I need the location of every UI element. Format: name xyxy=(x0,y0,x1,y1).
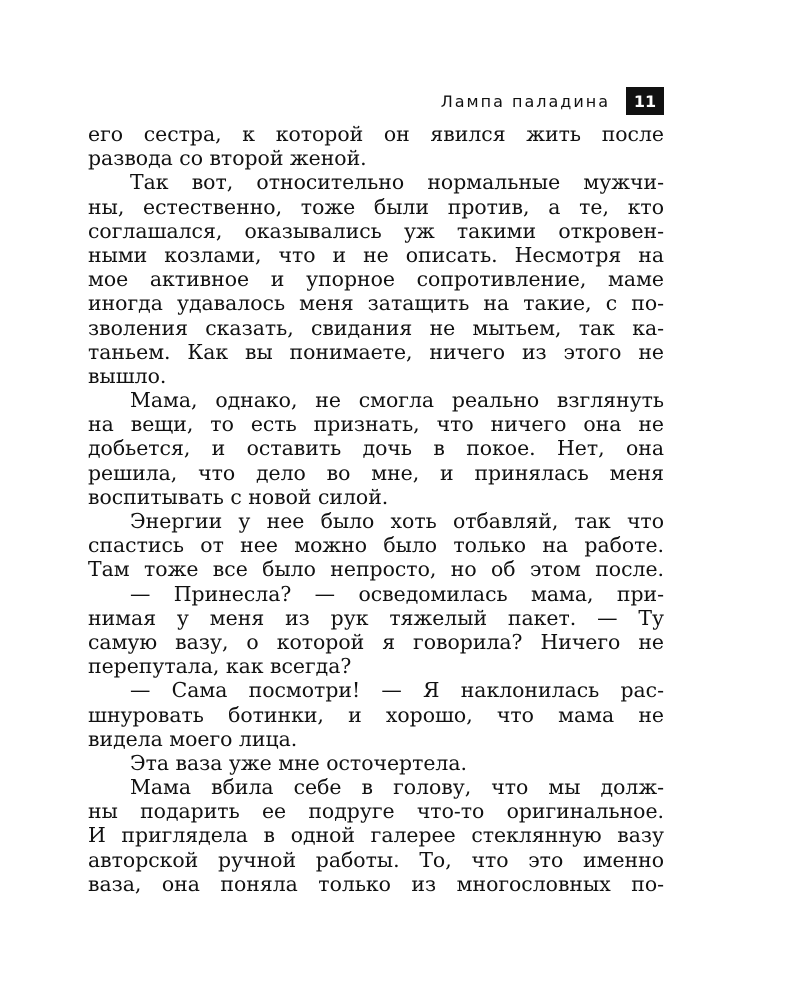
text-line: самую вазу, о которой я говорила? Ничего не xyxy=(88,629,664,654)
text-line: ны подарить ее подруге что-то оригинальное. xyxy=(88,799,664,824)
text-line: соглашался, оказывались уж такими откровен- xyxy=(88,218,664,243)
text-line: ваза, она поняла только из многословных по- xyxy=(88,871,664,896)
text-line: — Принесла? — осведомилась мама, при- xyxy=(130,581,664,606)
text-line: И приглядела в одной галерее стеклянную вазу xyxy=(88,823,664,848)
text-line: — Сама посмотри! — Я наклонилась рас- xyxy=(130,678,664,703)
text-line: воспитывать с новой силой. xyxy=(88,484,389,509)
text-line: шнуровать ботинки, и хорошо, что мама не xyxy=(88,702,664,727)
text-line: мое активное и упорное сопротивление, маме xyxy=(88,267,664,292)
text-line: Эта ваза уже мне осточертела. xyxy=(130,750,468,775)
text-line: таньем. Как вы понимаете, ничего из этого не xyxy=(88,339,664,364)
text-line: вышло. xyxy=(88,363,167,388)
text-line: перепутала, как всегда? xyxy=(88,654,352,679)
running-header xyxy=(88,86,664,116)
text-line: Мама, однако, не смогла реально взглянуть xyxy=(130,388,664,413)
text-line: видела моего лица. xyxy=(88,726,298,751)
text-line: нимая у меня из рук тяжелый пакет. — Ту xyxy=(88,605,664,630)
running-title: Лампа паладина xyxy=(440,91,610,111)
text-line: спастись от нее можно было только на работе. xyxy=(88,533,664,558)
body-text xyxy=(88,122,664,896)
page-number: 11 xyxy=(626,87,664,115)
text-line: ны, естественно, тоже были против, а те, кто xyxy=(88,194,664,219)
text-line: на вещи, то есть признать, что ничего она не xyxy=(88,412,664,437)
text-line: Так вот, относительно нормальные мужчи- xyxy=(130,170,664,195)
text-line: иногда удавалось меня затащить на такие, с по- xyxy=(88,291,664,316)
text-line: ными козлами, что и не описать. Несмотря на xyxy=(88,242,664,267)
text-line: его сестра, к которой он явился жить после xyxy=(88,122,664,146)
text-line: Там тоже все было непросто, но об этом после. xyxy=(88,557,664,582)
text-line: зволения сказать, свидания не мытьем, так ка- xyxy=(88,315,664,340)
text-line: авторской ручной работы. То, что это именно xyxy=(88,847,664,872)
text-line: Энергии у нее было хоть отбавляй, так что xyxy=(130,509,664,533)
text-line: решила, что дело во мне, и принялась меня xyxy=(88,460,664,485)
text-line: развода со второй женой. xyxy=(88,146,367,171)
text-line: Мама вбила себе в голову, что мы долж- xyxy=(130,775,664,800)
text-line: добьется, и оставить дочь в покое. Нет, она xyxy=(88,436,664,461)
